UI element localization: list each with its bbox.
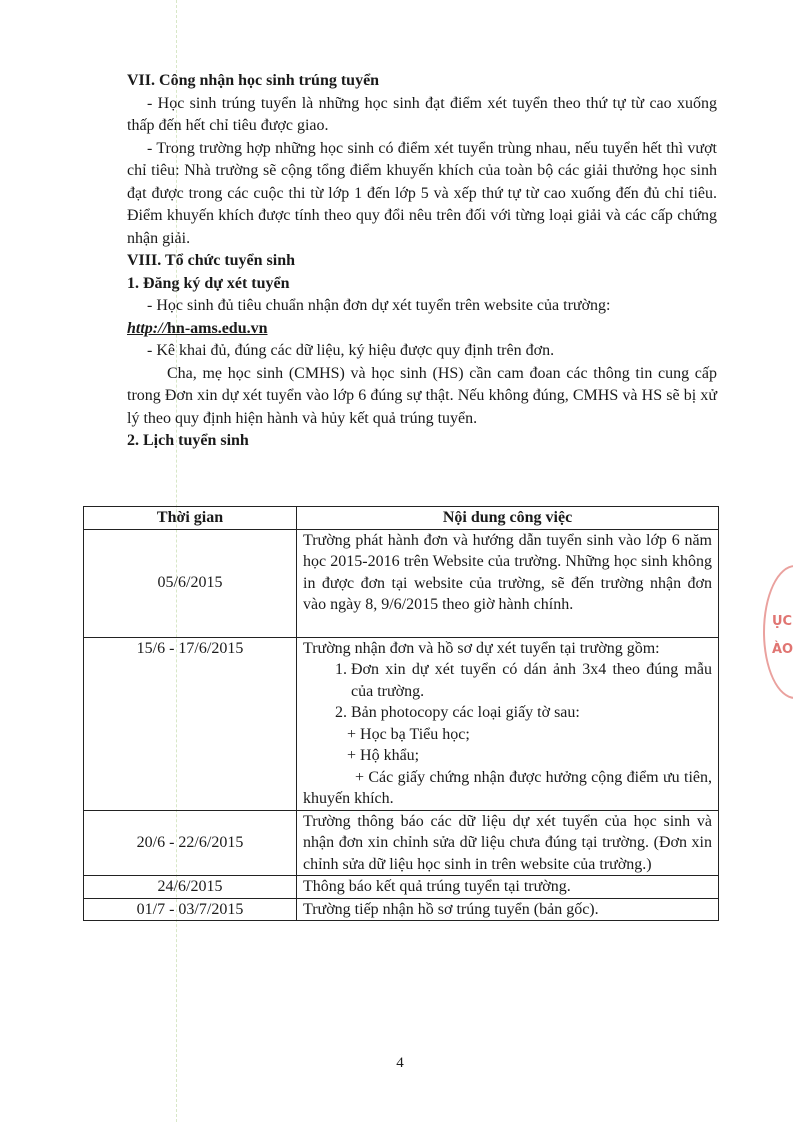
- schedule-table: [83, 506, 719, 921]
- row-2-subitem-3: + Các giấy chứng nhận được hưởng cộng điểm ưu tiên, khuyến khích.: [303, 768, 712, 807]
- row-2-intro: Trường nhận đơn và hồ sơ dự xét tuyển tại trường gồm:: [303, 639, 660, 657]
- header-content: Nội dung công việc: [297, 507, 719, 530]
- row-2-content: [297, 637, 719, 810]
- subsection-1-heading: 1. Đăng ký dự xét tuyển: [127, 274, 290, 292]
- row-4-content: Thông báo kết quả trúng tuyển tại trường.: [297, 876, 719, 899]
- row-4-time: 24/6/2015: [84, 876, 297, 899]
- website-link-line: [127, 318, 717, 341]
- row-5-content: Trường tiếp nhận hồ sơ trúng tuyển (bản gốc).: [297, 898, 719, 921]
- row-3-time: 20/6 - 22/6/2015: [84, 810, 297, 876]
- section-7-paragraph-2: - Trong trường hợp những học sinh có điểm xét tuyển trùng nhau, nếu tuyển hết thì vượt chỉ tiêu: Nhà trường sẽ cộng tổng điểm khuyến khích của toàn bộ các giải thưởng học sinh đạt được trong các cuộc thi từ lớp 1 đến lớp 5 và xếp thứ tự từ cao xuống đến đủ chỉ tiêu. Điểm khuyến khích được tính theo quy đổi nêu trên đối với từng loại giải và các cấp chứng nhận giải.: [127, 139, 717, 247]
- row-2-item-1: 1. Đơn xin dự xét tuyển có dán ảnh 3x4 theo đúng mẫu của trường.: [351, 659, 712, 702]
- table-row: [84, 876, 719, 899]
- row-5-time: 01/7 - 03/7/2015: [84, 898, 297, 921]
- subsection-1-paragraph-1: - Học sinh đủ tiêu chuẩn nhận đơn dự xét tuyển trên website của trường:: [147, 297, 611, 314]
- row-2-list: [303, 659, 712, 724]
- section-8-heading: VIII. Tổ chức tuyển sinh: [127, 252, 296, 269]
- row-2-subitem-2: + Hộ khẩu;: [347, 747, 420, 764]
- row-1-time: 05/6/2015: [84, 529, 297, 637]
- table-row: [84, 529, 719, 637]
- stamp-line-2: ÀO: [772, 642, 793, 657]
- website-link-domain: hn-ams.edu.vn: [167, 319, 268, 337]
- website-link-prefix: http://: [127, 319, 168, 337]
- subsection-1-paragraph-2: - Kê khai đủ, đúng các dữ liệu, ký hiệu được quy định trên đơn.: [147, 342, 555, 359]
- subsection-2-heading: 2. Lịch tuyển sinh: [127, 432, 249, 449]
- row-2-time: 15/6 - 17/6/2015: [84, 637, 297, 810]
- red-seal-stamp-text: [772, 608, 793, 664]
- header-time: Thời gian: [84, 507, 297, 530]
- page-number: 4: [396, 1055, 404, 1071]
- row-3-content: Trường thông báo các dữ liệu dự xét tuyển của học sinh và nhận đơn xin chỉnh sửa dữ liệu chưa đúng tại trường. (Đơn xin chỉnh sửa dữ liệu học sinh in trên website của trường.): [297, 810, 719, 876]
- row-2-subitem-1: + Học bạ Tiểu học;: [347, 725, 470, 743]
- subsection-1-paragraph-3: Cha, mẹ học sinh (CMHS) và học sinh (HS) cần cam đoan các thông tin cung cấp trong Đơn xin dự xét tuyển vào lớp 6 đúng sự thật. Nếu không đúng, CMHS và HS sẽ bị xử lý theo quy định hiện hành và hủy kết quả trúng tuyển.: [127, 364, 717, 427]
- table-header-row: [84, 507, 719, 530]
- row-2-item-2: 2. Bản photocopy các loại giấy tờ sau:: [351, 702, 712, 724]
- row-1-content: Trường phát hành đơn và hướng dẫn tuyển sinh vào lớp 6 năm học 2015-2016 trên Website của trường. Những học sinh không in được đơn tại website của trường, sẽ đến trường nhận đơn vào ngày 8, 9/6/2015 theo giờ hành chính.: [297, 529, 719, 637]
- website-link[interactable]: [127, 320, 268, 337]
- section-7-paragraph-1: - Học sinh trúng tuyển là những học sinh đạt điểm xét tuyển theo thứ tự từ cao xuống thấp đến hết chỉ tiêu được giao.: [127, 94, 717, 134]
- table-row: [84, 637, 719, 810]
- table-row: [84, 810, 719, 876]
- stamp-line-1: ỤC: [772, 614, 793, 629]
- table-row: [84, 898, 719, 921]
- page-content: [127, 70, 717, 453]
- section-7-heading: VII. Công nhận học sinh trúng tuyển: [127, 72, 380, 89]
